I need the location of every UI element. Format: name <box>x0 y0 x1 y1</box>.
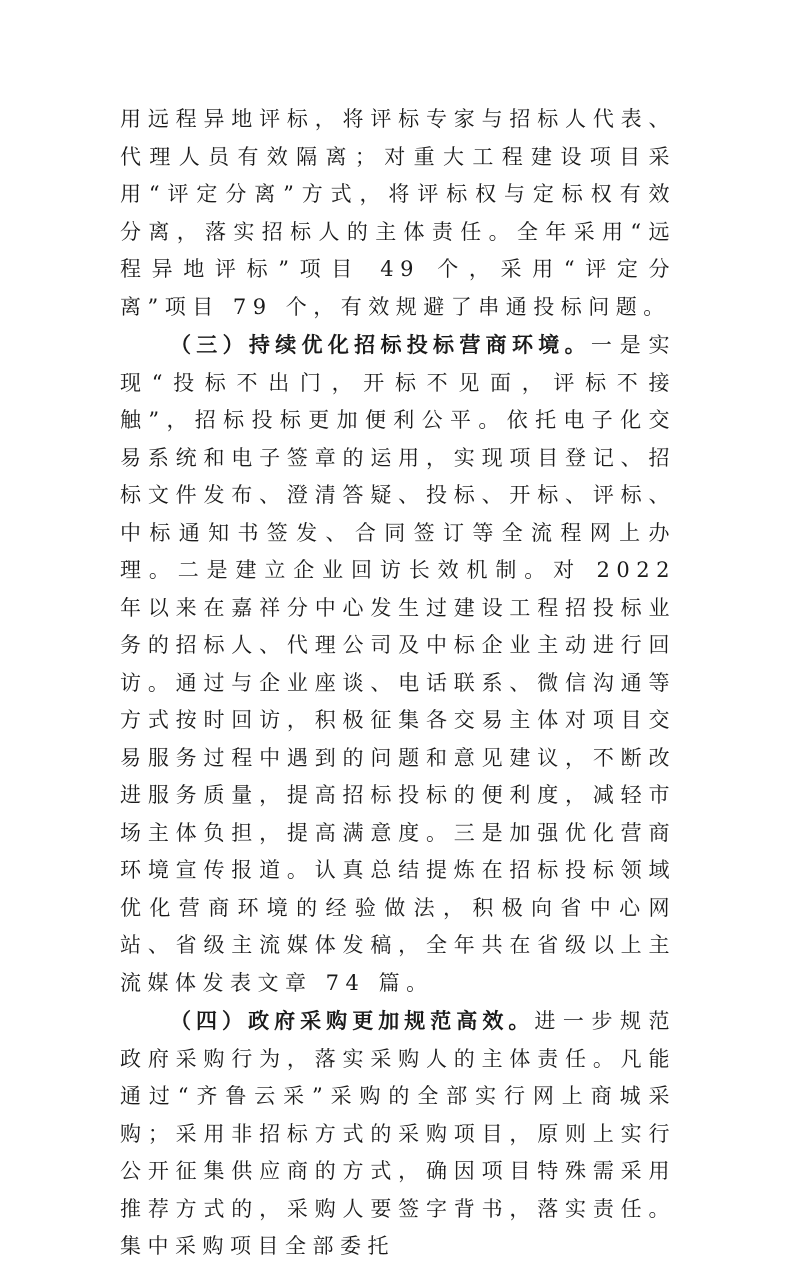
section-heading-3: （三）持续优化招标投标营商环境。 <box>170 332 591 357</box>
paragraph-remote-evaluation <box>120 101 676 326</box>
paragraph-government-procurement <box>120 1002 676 1266</box>
paragraph-text: 用远程异地评标，将评标专家与招标人代表、代理人员有效隔离；对重大工程建设项目采用“评定分离”方式，将评标权与定标权有效分离，落实招标人的主体责任。全年采用“远程异地评标”项目 49 个，采用“评定分离”项目 79 个，有效规避了串通投标问题。 <box>120 107 676 319</box>
paragraph-business-environment <box>120 326 676 1002</box>
paragraph-text: 进一步规范政府采购行为，落实采购人的主体责任。凡能通过“齐鲁云采”采购的全部实行网上商城采购；采用非招标方式的采购项目，原则上实行公开征集供应商的方式，确因项目特殊需采用推荐方式的，采购人要签字背书，落实责任。集中采购项目全部委托 <box>120 1009 677 1258</box>
section-heading-4: （四）政府采购更加规范高效。 <box>170 1008 535 1033</box>
document-page <box>120 101 676 1266</box>
paragraph-text: 一是实现“投标不出门，开标不见面，评标不接触”，招标投标更加便利公平。依托电子化交易系统和电子签章的运用，实现项目登记、招标文件发布、澄清答疑、投标、开标、评标、中标通知书签发、合同签订等全流程网上办理。二是建立企业回访长效机制。对 2022 年以来在嘉祥分中心发生过建设工程招投标业务的招标人、代理公司及中标企业主动进行回访。通过与企业座谈、电话联系、微信沟通等方式按时回访，积极征集各交易主体对项目交易服务过程中遇到的问题和意见建议，不断改进服务质量，提高招标投标的便利度，减轻市场主体负担，提高满意度。三是加强优化营商环境宣传报道。认真总结提炼在招标投标领域优化营商环境的经验做法，积极向省中心网站、省级主流媒体发稿，全年共在省级以上主流媒体发表文章 74 篇。 <box>120 333 677 995</box>
